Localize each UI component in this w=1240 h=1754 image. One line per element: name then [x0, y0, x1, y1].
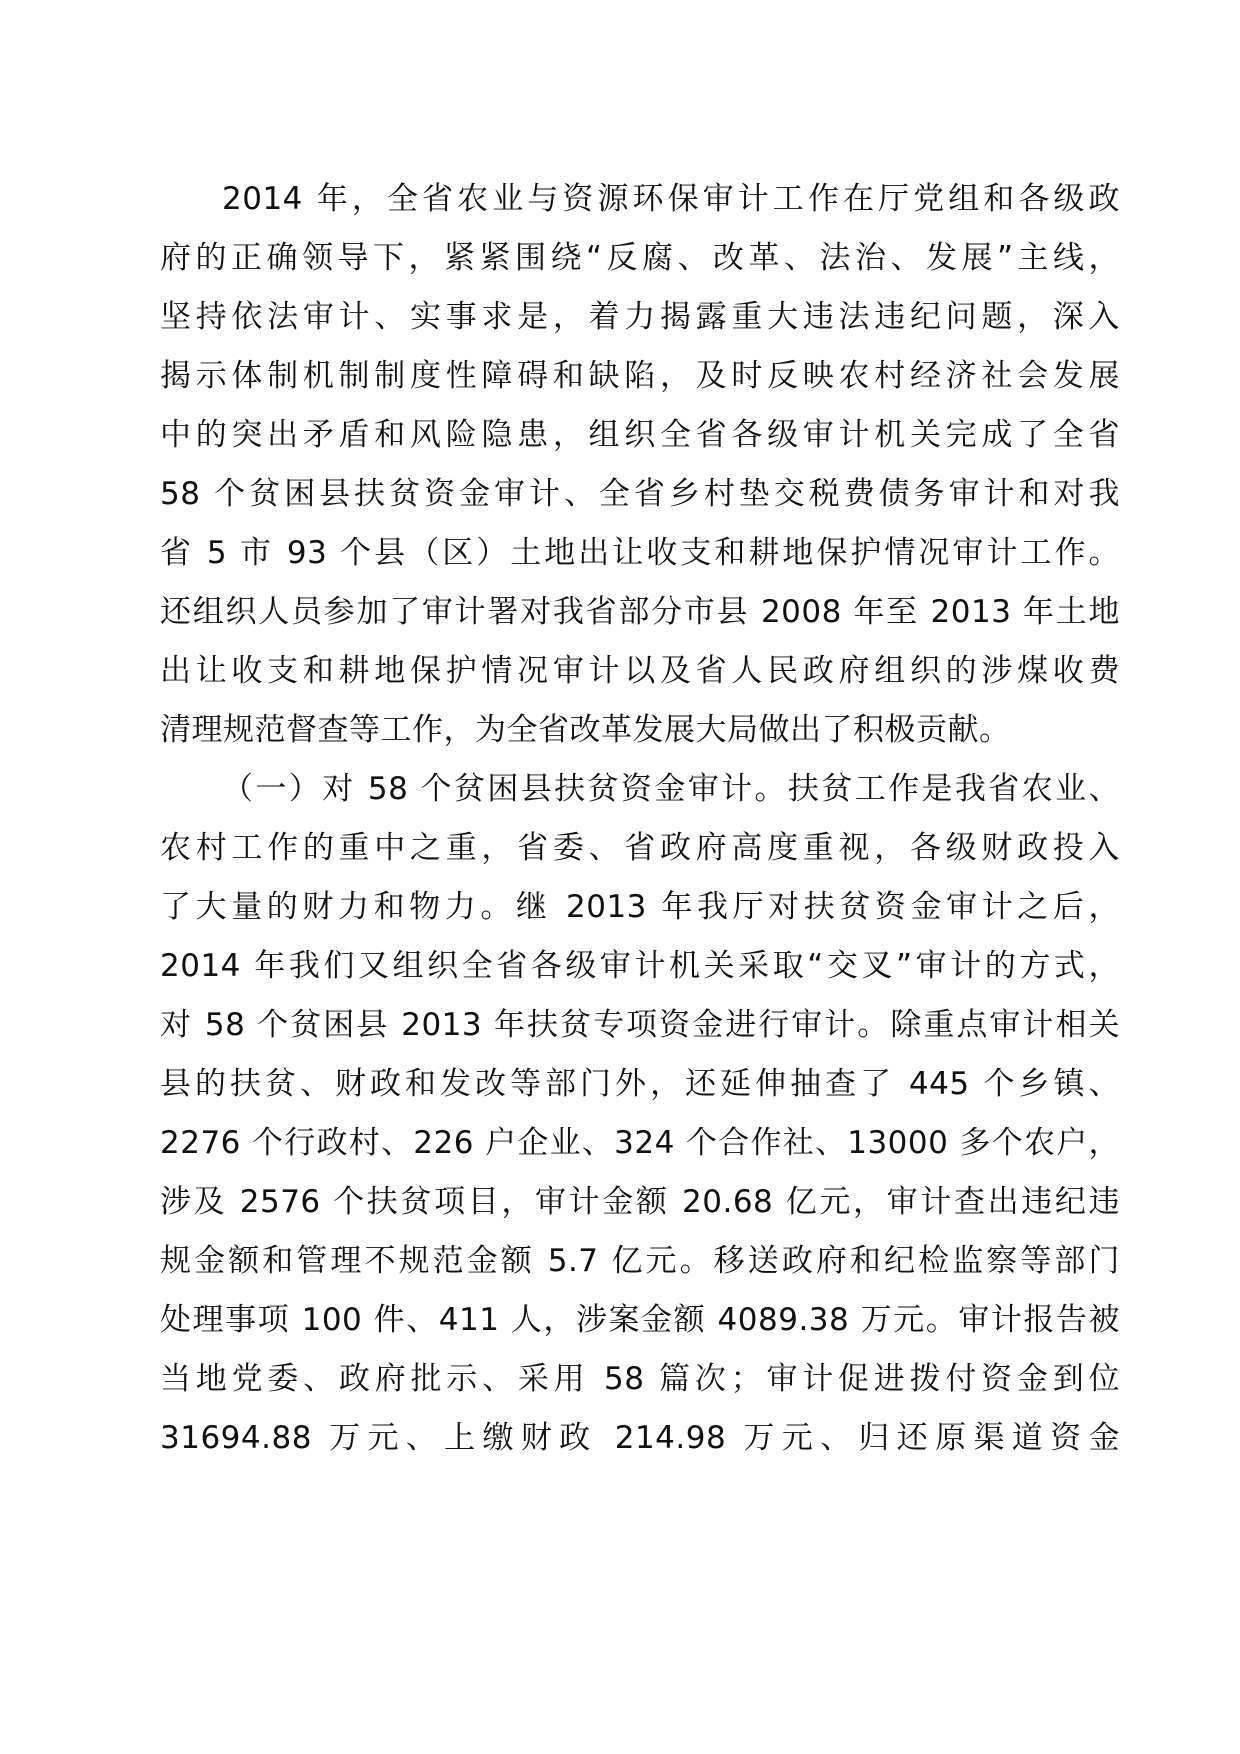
text-line: 府的正确领导下，紧紧围绕“反腐、改革、法治、发展”主线，: [160, 240, 1120, 276]
text-line: 58 个贫困县扶贫资金审计、全省乡村垫交税费债务审计和对我: [160, 476, 1120, 512]
paragraph-poverty-audit: [160, 760, 1120, 1468]
text-line: 规金额和管理不规范金额 5.7 亿元。移送政府和纪检监察等部门: [160, 1243, 1120, 1279]
text-line: 2276 个行政村、226 户企业、324 个合作社、13000 多个农户，: [160, 1125, 1120, 1161]
text-line: 还组织人员参加了审计署对我省部分市县 2008 年至 2013 年土地: [160, 594, 1120, 630]
text-line: 清理规范督查等工作，为全省改革发展大局做出了积极贡献。: [160, 712, 1011, 748]
document-body: [160, 170, 1120, 1468]
text-line: 农村工作的重中之重，省委、省政府高度重视，各级财政投入: [160, 830, 1120, 866]
text-line: 涉及 2576 个扶贫项目，审计金额 20.68 亿元，审计查出违纪违: [160, 1184, 1120, 1220]
text-line: （一）对 58 个贫困县扶贫资金审计。扶贫工作是我省农业、: [222, 771, 1120, 807]
paragraph-intro: [160, 170, 1120, 760]
text-line: 了大量的财力和物力。继 2013 年我厅对扶贫资金审计之后，: [160, 889, 1120, 925]
text-line: 揭示体制机制制度性障碍和缺陷，及时反映农村经济社会发展: [160, 358, 1120, 394]
text-line: 31694.88 万元、上缴财政 214.98 万元、归还原渠道资金: [160, 1420, 1120, 1456]
text-line: 2014 年我们又组织全省各级审计机关采取“交叉”审计的方式，: [160, 948, 1120, 984]
text-line: 2014 年，全省农业与资源环保审计工作在厅党组和各级政: [222, 181, 1120, 217]
text-line: 出让收支和耕地保护情况审计以及省人民政府组织的涉煤收费: [160, 653, 1120, 689]
text-line: 省 5 市 93 个县（区）土地出让收支和耕地保护情况审计工作。: [160, 535, 1120, 571]
text-line: 当地党委、政府批示、采用 58 篇次；审计促进拨付资金到位: [160, 1361, 1120, 1397]
text-line: 对 58 个贫困县 2013 年扶贫专项资金进行审计。除重点审计相关: [160, 1007, 1120, 1043]
text-line: 处理事项 100 件、411 人，涉案金额 4089.38 万元。审计报告被: [160, 1302, 1120, 1338]
text-line: 中的突出矛盾和风险隐患，组织全省各级审计机关完成了全省: [160, 417, 1120, 453]
text-line: 县的扶贫、财政和发改等部门外，还延伸抽查了 445 个乡镇、: [160, 1066, 1120, 1102]
text-line: 坚持依法审计、实事求是，着力揭露重大违法违纪问题，深入: [160, 299, 1120, 335]
